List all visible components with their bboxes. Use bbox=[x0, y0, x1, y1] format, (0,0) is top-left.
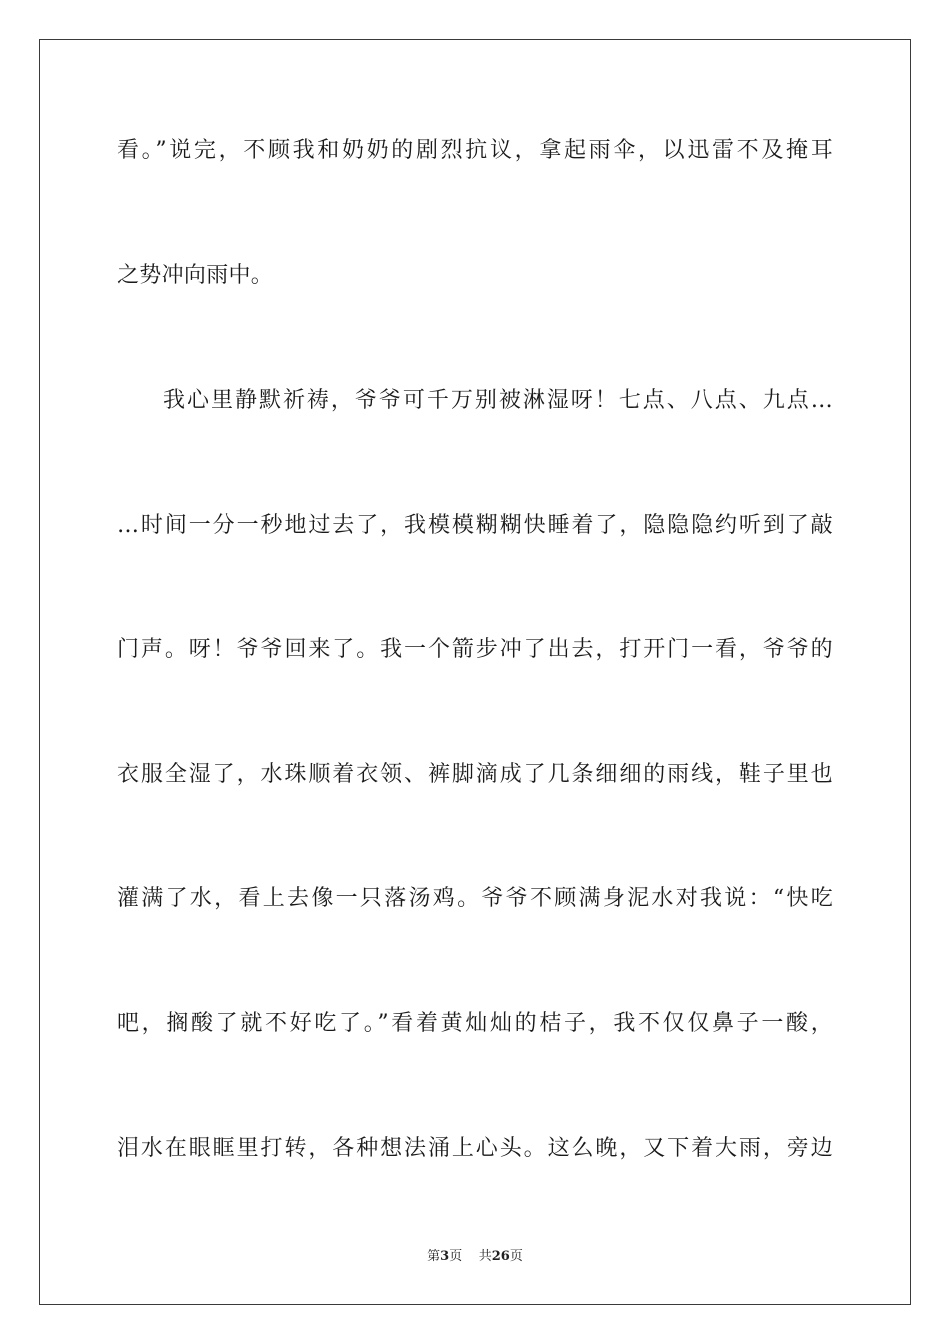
text-line: 门声。呀！爷爷回来了。我一个箭步冲了出去，打开门一看，爷爷的 bbox=[117, 637, 833, 662]
page-footer bbox=[0, 1248, 950, 1266]
page-prefix: 第 bbox=[427, 1249, 441, 1264]
text-line: 衣服全湿了，水珠顺着衣领、裤脚滴成了几条细细的雨线，鞋子里也 bbox=[117, 762, 833, 787]
text-line: 看。”说完，不顾我和奶奶的剧烈抗议，拿起雨伞，以迅雷不及掩耳 bbox=[117, 138, 833, 163]
text-line: 泪水在眼眶里打转，各种想法涌上心头。这么晚，又下着大雨，旁边 bbox=[117, 1136, 833, 1161]
text-line: 灌满了水，看上去像一只落汤鸡。爷爷不顾满身泥水对我说：“快吃 bbox=[117, 886, 833, 911]
total-prefix: 共 bbox=[478, 1249, 492, 1264]
text-line: …时间一分一秒地过去了，我模模糊糊快睡着了，隐隐隐约听到了敲 bbox=[117, 513, 833, 538]
total-suffix: 页 bbox=[509, 1249, 523, 1264]
text-line: 我心里静默祈祷，爷爷可千万别被淋湿呀！七点、八点、九点… bbox=[163, 388, 833, 413]
total-pages: 26 bbox=[491, 1249, 510, 1264]
text-line: 吧，搁酸了就不好吃了。”看着黄灿灿的桔子，我不仅仅鼻子一酸， bbox=[117, 1011, 833, 1036]
text-line: 之势冲向雨中。 bbox=[117, 263, 274, 288]
page-number: 3 bbox=[440, 1249, 450, 1264]
page-border bbox=[39, 39, 911, 1305]
page-suffix: 页 bbox=[449, 1249, 463, 1264]
